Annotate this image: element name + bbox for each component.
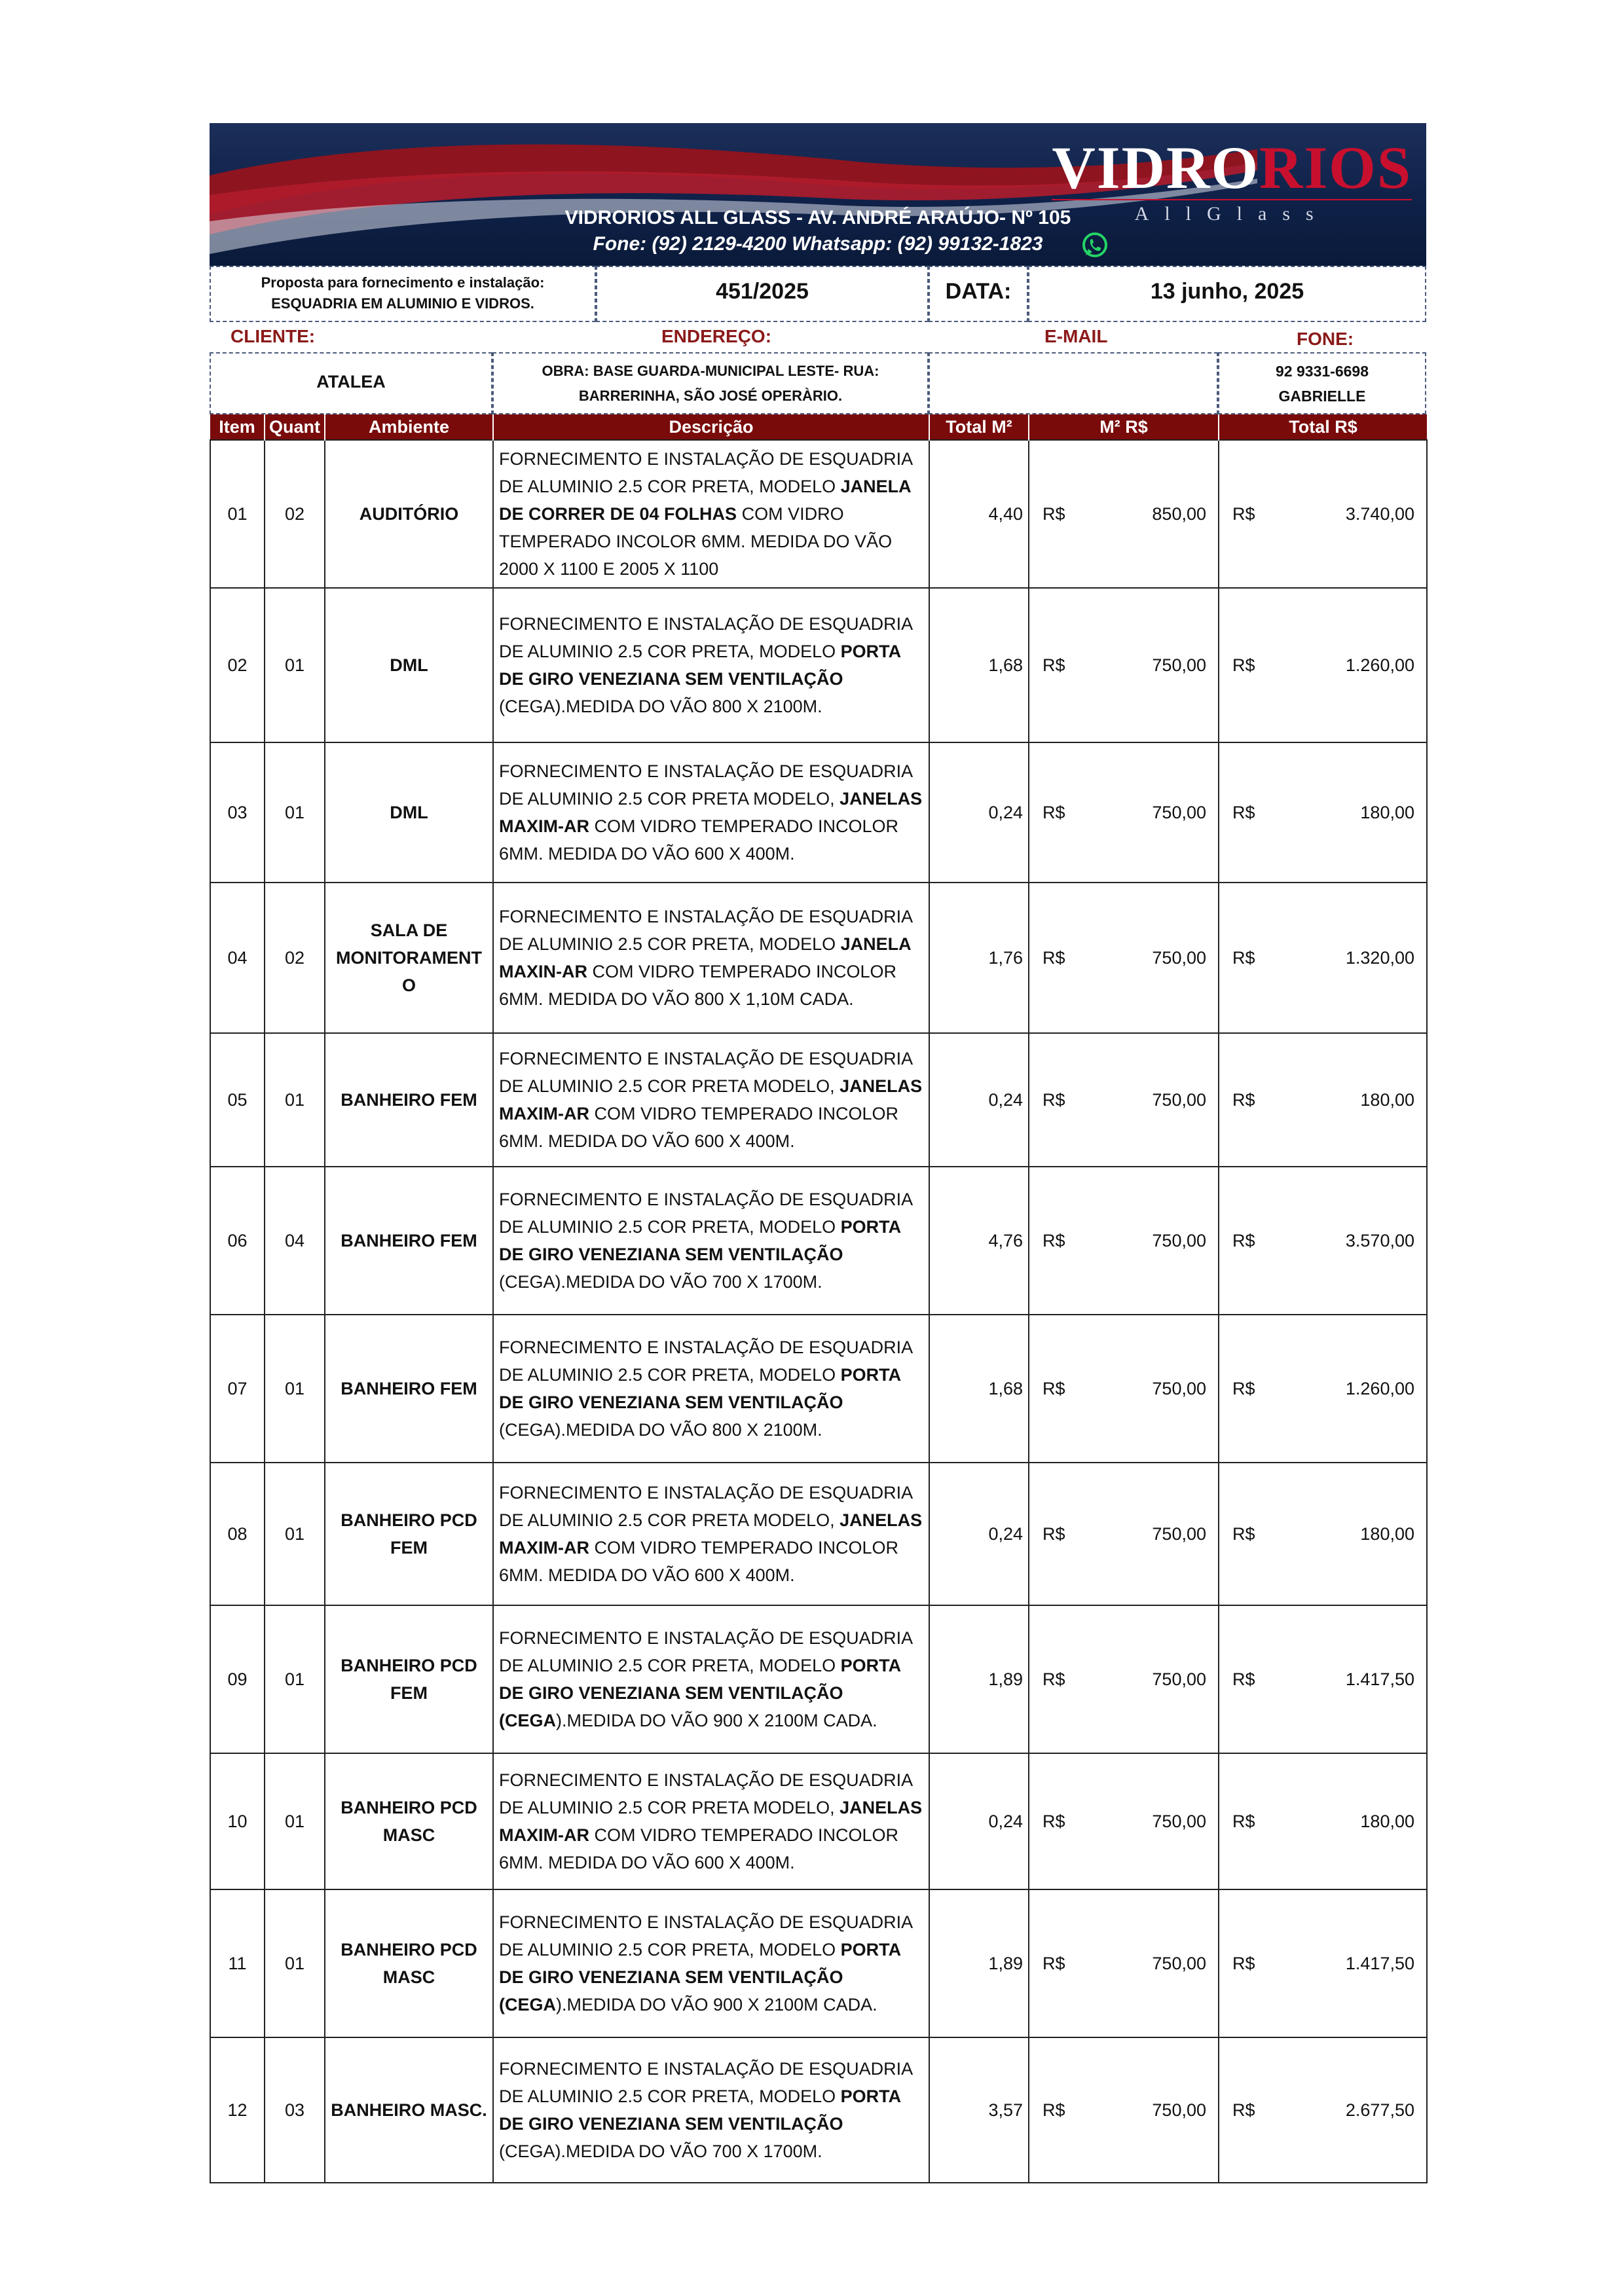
cell-total-price bbox=[1219, 1605, 1427, 1753]
cell-descricao: FORNECIMENTO E INSTALAÇÃO DE ESQUADRIA DE ALUMINIO 2.5 COR PRETA, MODELO PORTA DE GIRO VENEZIANA SEM VENTILAÇÃO (CEGA).MEDIDA DO VÃO 700 X 1700M. bbox=[493, 1167, 929, 1315]
cell-item: 12 bbox=[210, 2037, 265, 2183]
total-price-value: 3.740,00 bbox=[1345, 503, 1414, 524]
total-price-value: 1.260,00 bbox=[1345, 1378, 1414, 1398]
header-total-m2: Total M² bbox=[929, 414, 1029, 440]
currency-symbol: R$ bbox=[1043, 1953, 1065, 1973]
cell-m2-price bbox=[1029, 1033, 1219, 1167]
table-row bbox=[210, 1033, 1427, 1167]
currency-symbol: R$ bbox=[1232, 1378, 1255, 1398]
cell-total-m2: 0,24 bbox=[929, 1463, 1029, 1605]
cell-total-price bbox=[1219, 883, 1427, 1033]
currency-symbol: R$ bbox=[1043, 947, 1065, 968]
cell-item: 03 bbox=[210, 742, 265, 883]
currency-symbol: R$ bbox=[1232, 1089, 1255, 1110]
table-row bbox=[210, 742, 1427, 883]
fone-label: FONE: bbox=[1297, 329, 1354, 349]
cell-total-m2: 1,76 bbox=[929, 883, 1029, 1033]
cell-total-m2: 0,24 bbox=[929, 1033, 1029, 1167]
currency-symbol: R$ bbox=[1232, 1953, 1255, 1973]
m2-price-value: 750,00 bbox=[1152, 1811, 1206, 1831]
cell-descricao: FORNECIMENTO E INSTALAÇÃO DE ESQUADRIA DE ALUMINIO 2.5 COR PRETA MODELO, JANELAS MAXIM-AR COM VIDRO TEMPERADO INCOLOR 6MM. MEDIDA DO VÃO 600 X 400M. bbox=[493, 1463, 929, 1605]
table-row bbox=[210, 588, 1427, 742]
currency-symbol: R$ bbox=[1043, 1669, 1065, 1689]
cell-m2-price bbox=[1029, 588, 1219, 742]
cell-descricao: FORNECIMENTO E INSTALAÇÃO DE ESQUADRIA DE ALUMINIO 2.5 COR PRETA, MODELO JANELA DE CORRER DE 04 FOLHAS COM VIDRO TEMPERADO INCOLOR 6MM. MEDIDA DO VÃO 2000 X 1100 E 2005 X 1100 bbox=[493, 440, 929, 588]
cell-item: 11 bbox=[210, 1889, 265, 2037]
m2-price-value: 750,00 bbox=[1152, 802, 1206, 822]
cell-total-m2: 1,89 bbox=[929, 1889, 1029, 2037]
currency-symbol: R$ bbox=[1232, 2100, 1255, 2120]
currency-symbol: R$ bbox=[1232, 947, 1255, 968]
company-banner bbox=[210, 123, 1426, 266]
cliente-label: CLIENTE: bbox=[231, 326, 316, 346]
table-row bbox=[210, 1463, 1427, 1605]
header-item: Item bbox=[210, 414, 265, 440]
currency-symbol: R$ bbox=[1043, 1811, 1065, 1831]
proposal-sheet bbox=[210, 123, 1426, 2183]
currency-symbol: R$ bbox=[1043, 1089, 1065, 1110]
cell-ambiente: BANHEIRO MASC. bbox=[325, 2037, 493, 2183]
cell-m2-price bbox=[1029, 1167, 1219, 1315]
total-price-value: 1.320,00 bbox=[1345, 947, 1414, 968]
cell-quant: 02 bbox=[265, 440, 325, 588]
m2-price-value: 750,00 bbox=[1152, 1230, 1206, 1250]
cell-total-m2: 4,76 bbox=[929, 1167, 1029, 1315]
table-body bbox=[210, 440, 1427, 2183]
cell-ambiente: BANHEIRO PCD MASC bbox=[325, 1753, 493, 1889]
cell-total-price bbox=[1219, 588, 1427, 742]
m2-price-value: 850,00 bbox=[1152, 503, 1206, 524]
whatsapp-icon bbox=[1080, 230, 1109, 259]
cell-m2-price bbox=[1029, 1889, 1219, 2037]
currency-symbol: R$ bbox=[1232, 802, 1255, 822]
endereco-label: ENDEREÇO: bbox=[661, 326, 772, 346]
cell-item: 05 bbox=[210, 1033, 265, 1167]
table-row bbox=[210, 1315, 1427, 1463]
cell-descricao: FORNECIMENTO E INSTALAÇÃO DE ESQUADRIA DE ALUMINIO 2.5 COR PRETA MODELO, JANELAS MAXIM-AR COM VIDRO TEMPERADO INCOLOR 6MM. MEDIDA DO VÃO 600 X 400M. bbox=[493, 1033, 929, 1167]
header-descricao: Descrição bbox=[493, 414, 929, 440]
currency-symbol: R$ bbox=[1043, 802, 1065, 822]
header-m2-price: M² R$ bbox=[1029, 414, 1219, 440]
currency-symbol: R$ bbox=[1043, 503, 1065, 524]
cell-ambiente: BANHEIRO FEM bbox=[325, 1167, 493, 1315]
client-name: ATALEA bbox=[316, 372, 386, 392]
total-price-value: 1.417,50 bbox=[1345, 1953, 1414, 1973]
header-total-price: Total R$ bbox=[1219, 414, 1427, 440]
cell-ambiente: BANHEIRO PCD FEM bbox=[325, 1605, 493, 1753]
total-price-value: 180,00 bbox=[1360, 802, 1414, 822]
header-ambiente: Ambiente bbox=[325, 414, 493, 440]
company-address: VIDRORIOS ALL GLASS - AV. ANDRÉ ARAÚJO- Nº 105 bbox=[564, 207, 1071, 228]
total-price-value: 3.570,00 bbox=[1345, 1230, 1414, 1250]
cell-quant: 01 bbox=[265, 588, 325, 742]
cell-m2-price bbox=[1029, 1315, 1219, 1463]
currency-symbol: R$ bbox=[1232, 1523, 1255, 1544]
cell-descricao: FORNECIMENTO E INSTALAÇÃO DE ESQUADRIA DE ALUMINIO 2.5 COR PRETA, MODELO JANELA MAXIN-AR COM VIDRO TEMPERADO INCOLOR 6MM. MEDIDA DO VÃO 800 X 1,10M CADA. bbox=[493, 883, 929, 1033]
table-row bbox=[210, 1889, 1427, 2037]
cell-item: 04 bbox=[210, 883, 265, 1033]
cell-m2-price bbox=[1029, 2037, 1219, 2183]
cell-descricao: FORNECIMENTO E INSTALAÇÃO DE ESQUADRIA DE ALUMINIO 2.5 COR PRETA, MODELO PORTA DE GIRO VENEZIANA SEM VENTILAÇÃO (CEGA).MEDIDA DO VÃO 800 X 2100M. bbox=[493, 588, 929, 742]
currency-symbol: R$ bbox=[1232, 1811, 1255, 1831]
cell-quant: 01 bbox=[265, 742, 325, 883]
cell-total-price bbox=[1219, 742, 1427, 883]
m2-price-value: 750,00 bbox=[1152, 655, 1206, 675]
currency-symbol: R$ bbox=[1043, 1378, 1065, 1398]
cell-total-price bbox=[1219, 1463, 1427, 1605]
cell-total-price bbox=[1219, 1167, 1427, 1315]
client-phone: 92 9331-6698 GABRIELLE bbox=[1276, 363, 1369, 405]
cell-descricao: FORNECIMENTO E INSTALAÇÃO DE ESQUADRIA DE ALUMINIO 2.5 COR PRETA, MODELO PORTA DE GIRO VENEZIANA SEM VENTILAÇÃO (CEGA).MEDIDA DO VÃO 900 X 2100M CADA. bbox=[493, 1605, 929, 1753]
cell-item: 01 bbox=[210, 440, 265, 588]
table-row bbox=[210, 2037, 1427, 2183]
date-label: DATA: bbox=[945, 279, 1012, 304]
table-row bbox=[210, 1167, 1427, 1315]
items-table bbox=[210, 414, 1428, 2183]
cell-ambiente: BANHEIRO FEM bbox=[325, 1315, 493, 1463]
table-row bbox=[210, 440, 1427, 588]
cell-quant: 01 bbox=[265, 1315, 325, 1463]
cell-total-price bbox=[1219, 1889, 1427, 2037]
cell-ambiente: BANHEIRO PCD FEM bbox=[325, 1463, 493, 1605]
cell-quant: 01 bbox=[265, 1605, 325, 1753]
currency-symbol: R$ bbox=[1043, 655, 1065, 675]
cell-item: 08 bbox=[210, 1463, 265, 1605]
cell-item: 06 bbox=[210, 1167, 265, 1315]
header-quant: Quant bbox=[265, 414, 325, 440]
cell-total-price bbox=[1219, 2037, 1427, 2183]
total-price-value: 180,00 bbox=[1360, 1523, 1414, 1544]
m2-price-value: 750,00 bbox=[1152, 1953, 1206, 1973]
cell-ambiente: BANHEIRO FEM bbox=[325, 1033, 493, 1167]
proposal-description: Proposta para fornecimento e instalação: ESQUADRIA EM ALUMINIO E VIDROS. bbox=[261, 274, 545, 312]
currency-symbol: R$ bbox=[1232, 503, 1255, 524]
cell-m2-price bbox=[1029, 1605, 1219, 1753]
table-row bbox=[210, 1753, 1427, 1889]
m2-price-value: 750,00 bbox=[1152, 1669, 1206, 1689]
proposal-number: 451/2025 bbox=[716, 279, 809, 304]
total-price-value: 1.260,00 bbox=[1345, 655, 1414, 675]
proposal-date: 13 junho, 2025 bbox=[1150, 279, 1304, 304]
cell-descricao: FORNECIMENTO E INSTALAÇÃO DE ESQUADRIA DE ALUMINIO 2.5 COR PRETA MODELO, JANELAS MAXIM-AR COM VIDRO TEMPERADO INCOLOR 6MM. MEDIDA DO VÃO 600 X 400M. bbox=[493, 742, 929, 883]
cell-quant: 01 bbox=[265, 1889, 325, 2037]
m2-price-value: 750,00 bbox=[1152, 2100, 1206, 2120]
cell-item: 09 bbox=[210, 1605, 265, 1753]
cell-quant: 01 bbox=[265, 1753, 325, 1889]
total-price-value: 2.677,50 bbox=[1345, 2100, 1414, 2120]
total-price-value: 1.417,50 bbox=[1345, 1669, 1414, 1689]
cell-m2-price bbox=[1029, 742, 1219, 883]
cell-item: 02 bbox=[210, 588, 265, 742]
m2-price-value: 750,00 bbox=[1152, 1523, 1206, 1544]
cell-total-m2: 0,24 bbox=[929, 742, 1029, 883]
proposal-info bbox=[210, 266, 1426, 414]
currency-symbol: R$ bbox=[1232, 655, 1255, 675]
cell-quant: 01 bbox=[265, 1463, 325, 1605]
cell-quant: 04 bbox=[265, 1167, 325, 1315]
currency-symbol: R$ bbox=[1043, 2100, 1065, 2120]
cell-total-price bbox=[1219, 1315, 1427, 1463]
email-label: E-MAIL bbox=[1044, 326, 1108, 346]
m2-price-value: 750,00 bbox=[1152, 947, 1206, 968]
cell-ambiente: DML bbox=[325, 588, 493, 742]
cell-ambiente: DML bbox=[325, 742, 493, 883]
cell-total-m2: 4,40 bbox=[929, 440, 1029, 588]
cell-descricao: FORNECIMENTO E INSTALAÇÃO DE ESQUADRIA DE ALUMINIO 2.5 COR PRETA MODELO, JANELAS MAXIM-AR COM VIDRO TEMPERADO INCOLOR 6MM. MEDIDA DO VÃO 600 X 400M. bbox=[493, 1753, 929, 1889]
cell-total-price bbox=[1219, 440, 1427, 588]
cell-total-m2: 3,57 bbox=[929, 2037, 1029, 2183]
m2-price-value: 750,00 bbox=[1152, 1378, 1206, 1398]
cell-descricao: FORNECIMENTO E INSTALAÇÃO DE ESQUADRIA DE ALUMINIO 2.5 COR PRETA, MODELO PORTA DE GIRO VENEZIANA SEM VENTILAÇÃO (CEGA).MEDIDA DO VÃO 700 X 1700M. bbox=[493, 2037, 929, 2183]
cell-total-m2: 1,89 bbox=[929, 1605, 1029, 1753]
currency-symbol: R$ bbox=[1232, 1669, 1255, 1689]
client-address: OBRA: BASE GUARDA-MUNICIPAL LESTE- RUA: BARRERINHA, SÃO JOSÉ OPERÀRIO. bbox=[542, 363, 879, 404]
company-contact: Fone: (92) 2129-4200 Whatsapp: (92) 99132-1823 bbox=[593, 233, 1043, 255]
cell-ambiente: AUDITÓRIO bbox=[325, 440, 493, 588]
table-row bbox=[210, 1605, 1427, 1753]
cell-total-m2: 1,68 bbox=[929, 588, 1029, 742]
cell-m2-price bbox=[1029, 1753, 1219, 1889]
cell-m2-price bbox=[1029, 440, 1219, 588]
cell-m2-price bbox=[1029, 1463, 1219, 1605]
table-row bbox=[210, 883, 1427, 1033]
cell-quant: 02 bbox=[265, 883, 325, 1033]
cell-quant: 03 bbox=[265, 2037, 325, 2183]
brand-logo: VIDRORIOS AllGlass bbox=[1052, 134, 1412, 225]
currency-symbol: R$ bbox=[1043, 1523, 1065, 1544]
cell-total-m2: 1,68 bbox=[929, 1315, 1029, 1463]
cell-descricao: FORNECIMENTO E INSTALAÇÃO DE ESQUADRIA DE ALUMINIO 2.5 COR PRETA, MODELO PORTA DE GIRO VENEZIANA SEM VENTILAÇÃO (CEGA).MEDIDA DO VÃO 800 X 2100M. bbox=[493, 1315, 929, 1463]
cell-m2-price bbox=[1029, 883, 1219, 1033]
cell-descricao: FORNECIMENTO E INSTALAÇÃO DE ESQUADRIA DE ALUMINIO 2.5 COR PRETA, MODELO PORTA DE GIRO VENEZIANA SEM VENTILAÇÃO (CEGA).MEDIDA DO VÃO 900 X 2100M CADA. bbox=[493, 1889, 929, 2037]
cell-ambiente: SALA DE MONITORAMENT O bbox=[325, 883, 493, 1033]
m2-price-value: 750,00 bbox=[1152, 1089, 1206, 1110]
cell-total-m2: 0,24 bbox=[929, 1753, 1029, 1889]
total-price-value: 180,00 bbox=[1360, 1811, 1414, 1831]
cell-ambiente: BANHEIRO PCD MASC bbox=[325, 1889, 493, 2037]
cell-total-price bbox=[1219, 1033, 1427, 1167]
cell-item: 10 bbox=[210, 1753, 265, 1889]
cell-total-price bbox=[1219, 1753, 1427, 1889]
table-header-row bbox=[210, 414, 1427, 440]
currency-symbol: R$ bbox=[1232, 1230, 1255, 1250]
cell-quant: 01 bbox=[265, 1033, 325, 1167]
total-price-value: 180,00 bbox=[1360, 1089, 1414, 1110]
cell-item: 07 bbox=[210, 1315, 265, 1463]
currency-symbol: R$ bbox=[1043, 1230, 1065, 1250]
